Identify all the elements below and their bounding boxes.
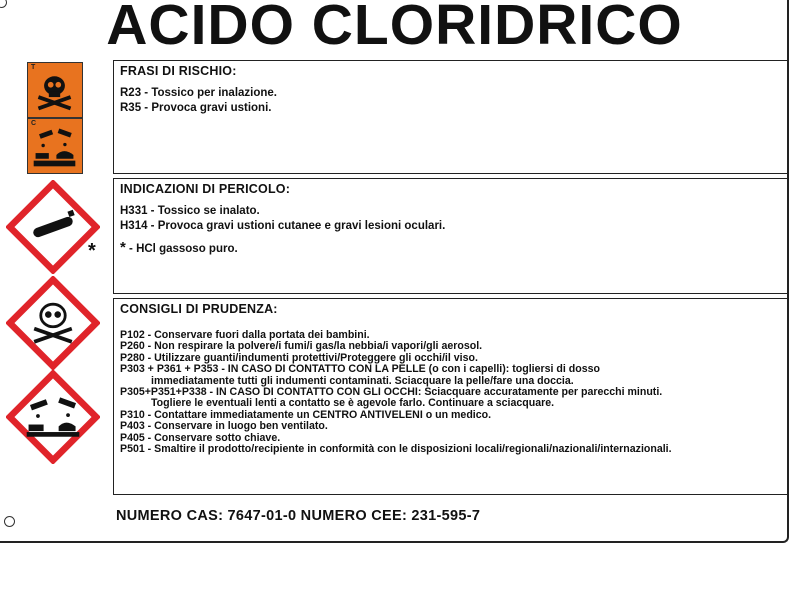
eu-symbol-letter: C — [31, 120, 37, 127]
chemical-name-title: ACIDO CLORIDRICO — [106, 0, 683, 57]
note-text: - HCl gassoso puro. — [129, 243, 238, 255]
precaution-statement: P405 - Conservare sotto chiave. — [120, 431, 281, 444]
risk-phrases-box — [113, 60, 788, 174]
precaution-statement: P501 - Smaltire il prodotto/recipiente in conformità con le disposizioni locali/regionali/nazionali/internazionali. — [120, 443, 672, 456]
note-asterisk: * — [120, 239, 126, 256]
hazard-note — [120, 240, 782, 257]
corrosion-icon — [28, 119, 81, 172]
hazard-statement: H314 - Provoca gravi ustioni cutanee e gravi lesioni oculari. — [120, 220, 446, 232]
ghs-skull-pictogram — [6, 276, 100, 370]
hazard-statements-heading: INDICAZIONI DI PERICOLO: — [120, 182, 291, 196]
precaution-statement: P280 - Utilizzare guanti/indumenti protettivi/Proteggere gli occhi/il viso. — [120, 351, 478, 364]
eu-toxic-symbol — [27, 62, 83, 118]
risk-phrase: R23 - Tossico per inalazione. — [120, 87, 277, 99]
hazard-statements-box — [113, 178, 788, 294]
precaution-statement: P305+P351+P338 - IN CASO DI CONTATTO CON GLI OCCHI: Sciacquare accuratamente per parecchi minuti. — [120, 386, 663, 399]
eu-symbol-letter: T — [31, 64, 36, 71]
skull-crossbones-icon — [28, 63, 81, 116]
cas-cee-numbers: NUMERO CAS: 7647-01-0 NUMERO CEE: 231-595-7 — [116, 508, 481, 524]
precaution-statement: P310 - Contattare immediatamente un CENTRO ANTIVELENI o un medico. — [120, 408, 492, 421]
mount-hole-bottom — [4, 516, 15, 527]
risk-phrase: R35 - Provoca gravi ustioni. — [120, 102, 272, 114]
precautionary-heading: CONSIGLI DI PRUDENZA: — [120, 302, 278, 316]
precautionary-statements-box — [113, 298, 788, 495]
risk-phrases-heading: FRASI DI RISCHIO: — [120, 64, 237, 78]
precaution-statement: P260 - Non respirare la polvere/i fumi/i gas/la nebbia/i vapori/gli aerosol. — [120, 340, 483, 353]
precaution-statement: P403 - Conservare in luogo ben ventilato. — [120, 420, 328, 433]
ghs-gas-cylinder-pictogram — [6, 180, 100, 274]
precaution-statement-continued: immediatamente tutti gli indumenti contaminati. Sciacquare la pelle/fare una doccia. — [151, 374, 574, 387]
precaution-statement: P303 + P361 + P353 - IN CASO DI CONTATTO CON LA PELLE (o con i capelli): togliersi di dosso — [120, 363, 600, 376]
hazard-statement: H331 - Tossico se inalato. — [120, 205, 260, 217]
eu-corrosive-symbol — [27, 118, 83, 174]
ghs-corrosion-pictogram — [6, 370, 100, 464]
asterisk-marker: * — [88, 240, 96, 262]
precaution-statement-continued: Togliere le eventuali lenti a contatto se è agevole farlo. Continuare a sciacquare. — [151, 397, 555, 410]
precaution-statement: P102 - Conservare fuori dalla portata dei bambini. — [120, 329, 370, 341]
